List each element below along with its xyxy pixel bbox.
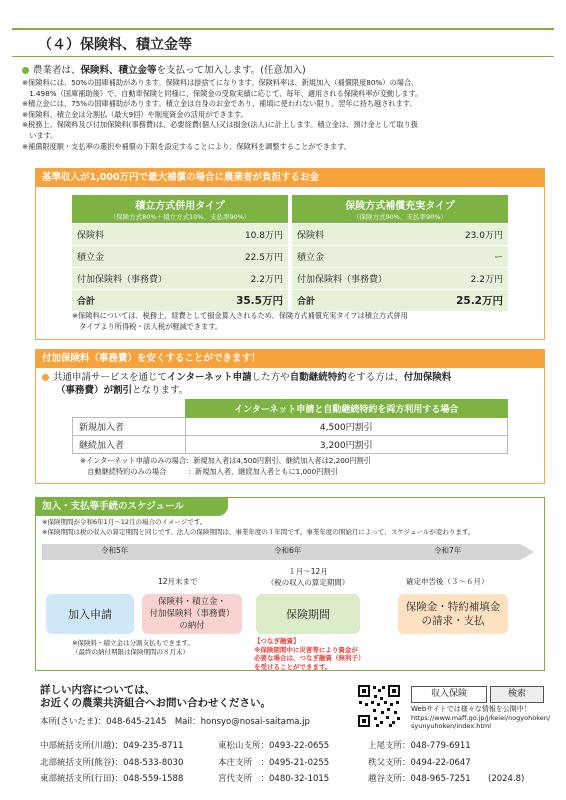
note-line: ※保険料、積立金は分割払（最大9回）や制度資金の活用ができます。: [22, 109, 248, 119]
note-line: います。: [22, 130, 58, 140]
notes-block: [22, 78, 552, 152]
step-period: 保険期間: [256, 594, 360, 634]
step-claim: 保険金・特約補填金 の請求・支払: [398, 594, 508, 634]
cost-example-title: 基準収入が1,000万円で最大補償の場合に農業者が負担するお金: [36, 169, 544, 187]
cost-example-box: [35, 168, 545, 340]
step-apply: 加入申請: [46, 594, 134, 634]
branch-row: 北部統括支所(熊谷)：048-533-8030 本庄支所 ：0495-21-0255 秩父支所：0494-22-0647: [40, 757, 471, 768]
cost-note: ※保険料については、税務上、経費として損金算入されるため、保険方式補償充実タイプは積立方式併用 タイプより所得税・法人税が軽減できます。: [72, 311, 408, 331]
note-line: ※積立金には、75%の国庫補助があります。積立金は自身のお金であり、補填に使われない限り、翌年に持ち越されます。: [22, 99, 417, 109]
table-row: 付加保険料（事務費） 2.2万円 付加保険料（事務費） 2.2万円: [72, 268, 508, 290]
discount-table-header: インターネット申請と自動継続特約を両方利用する場合: [185, 400, 508, 418]
contact-heading: 詳しい内容については、 お近くの農業共済組合へお問い合わせください。: [40, 684, 271, 709]
issue-date: (2024.8): [488, 774, 525, 784]
table-total-row: 合計 35.5万円 合計 25.2万円: [72, 290, 508, 312]
note-line: ※税務上、保険料及び付加保険料(事務費)は、必要経費(個人)又は損金(法人)に計上します。積立金は、預け金として取り扱: [22, 120, 419, 130]
discount-table: [72, 399, 508, 454]
right-type-header: 保険方式補償充実タイプ （保険方式90%、支払率90%）: [292, 195, 508, 224]
year-label: 令和6年: [274, 546, 302, 555]
section-header: [12, 28, 554, 57]
deadline-label: 12月末まで: [158, 577, 198, 586]
branch-list: [40, 738, 550, 788]
bullet-icon: [22, 67, 29, 74]
note-line: ※補償限度額・支払率の選択や補償の下限を設定することにより、保険料を調整することができます。: [22, 141, 351, 151]
period-label: １月〜12月 （税の収入の算定期間）: [266, 567, 350, 587]
table-row: 継続加入者 3,200円割引: [73, 436, 508, 454]
note-line: 1.498%（国庫補助後）で、自動車保険と同様に、保険金の受取実績に応じて、毎年、適用される保険料率が変動します。: [22, 88, 423, 98]
schedule-box: [35, 497, 545, 671]
year-label: 令和7年: [434, 546, 462, 555]
table-row: 新規加入者 4,500円割引: [73, 418, 508, 436]
step-payment: 保険料・積立金・ 付加保険料（事務費） の納付: [142, 594, 242, 634]
cost-table: [72, 195, 508, 312]
discount-title: 付加保険料（事務費）を安くすることができます！: [36, 350, 544, 368]
qr-code-icon: [356, 683, 402, 729]
discount-box: [35, 349, 545, 484]
bullet-icon: [42, 374, 49, 381]
schedule-notes: ※保険期間が令和6年1月〜12月の場合のイメージです。 ※保険期間は税の収入の算定期間と同じです。法人の保険期間は、事業年度の１年間です。事業年度の開始月によって、スケジュールが変わります。: [42, 518, 475, 536]
branch-row: 中部統括支所(川越)：049-235-8711 東松山支所：0493-22-0655 上尾支所：048-779-6911: [40, 741, 471, 751]
intro-line: 農業者は、保険料、積立金等を支払って加入します。(任意加入): [22, 62, 306, 76]
year-label: 令和5年: [101, 546, 129, 555]
section-title: （４）保険料、積立金等: [38, 37, 192, 53]
table-row: 積立金 22.5万円 積立金 ー: [72, 246, 508, 268]
website-info: Webサイトでは様々な情報を公開中！ https://www.maff.go.jp/j/keiei/nogyohoken/ syunyuhoken/index.html: [411, 705, 551, 730]
schedule-title: 加入・支払等手続のスケジュール: [36, 498, 228, 516]
branch-row: 東部統括支所(行田)：048-559-1588 宮代支所 ：0480-32-1015 越谷支所：048-965-7251 (2024.8): [40, 771, 550, 788]
discount-note: ※インターネット申請のみの場合：新規加入者は4,500円割引、継続加入者は2,200円割引 自動継続特約のみの場合 ：新規加入者、継続加入者ともに1,000円割引: [80, 456, 371, 476]
filing-label: 確定申告後（３〜６月）: [406, 577, 489, 586]
note-line: ※保険料には、50%の国庫補助があります。保険料は掛捨てになります。保険料率は、新規加入（補償限度80%）の場合、: [22, 78, 419, 87]
search-term-box: 収入保険: [411, 686, 487, 703]
discount-text: 共通申請サービスを通じてインターネット申請した方や自動継続特約をする方は、付加保険料 （事務費）が割引となります。: [42, 371, 537, 397]
left-type-header: 積立方式併用タイプ （保険方式80%＋積立方式10%、支払率90%）: [72, 195, 288, 224]
table-row: 保険料 10.8万円 保険料 23.0万円: [72, 224, 508, 246]
hq-contact: 本所(さいたま)：048-645-2145 Mail：honsyo@nosai-saitama.jp: [40, 717, 310, 727]
search-button[interactable]: 検索: [490, 686, 544, 703]
bridge-loan-note: 【つなぎ融資】 ※保険期間中に災害等により資金が 必要な場合は、つなぎ融資（無利子） を受けることができます。: [254, 637, 365, 671]
installment-note: ※保険料・積立金は分割支払もできます。 （最終の納付期限は保険期間の８月末）: [72, 639, 194, 656]
